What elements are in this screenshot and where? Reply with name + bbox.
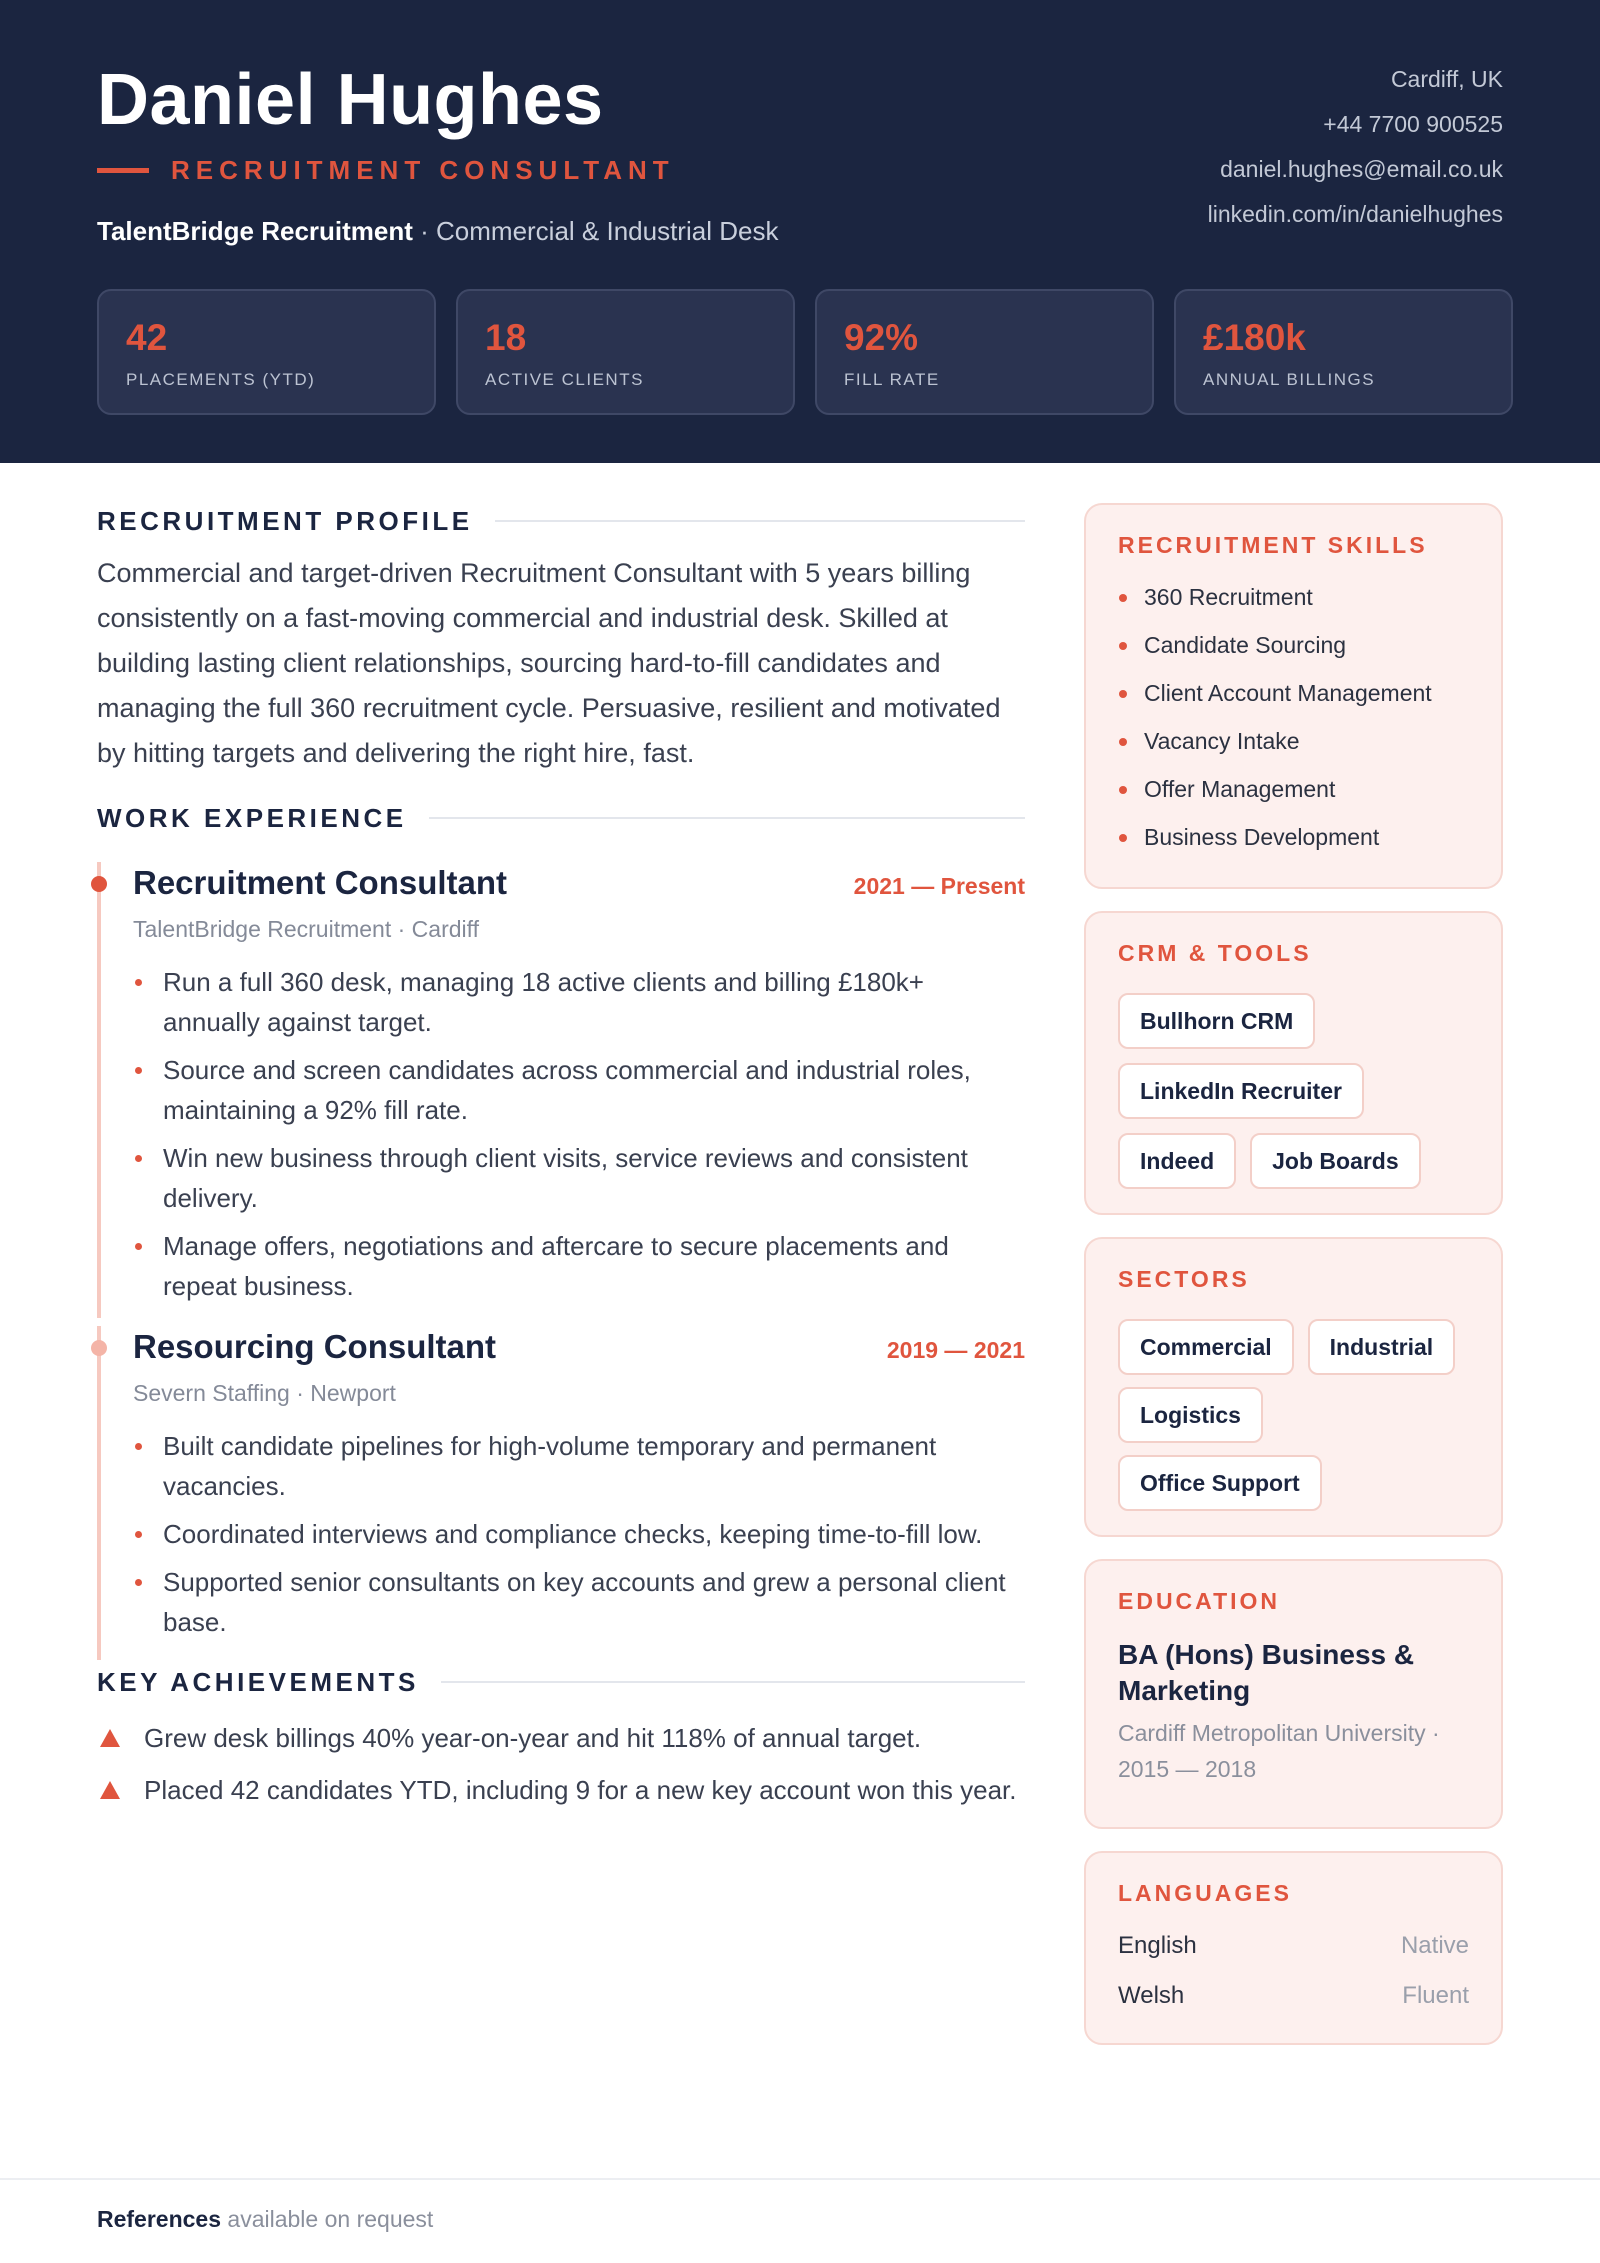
job-role: Resourcing Consultant bbox=[133, 1328, 497, 1365]
job-dates: 2021 — Present bbox=[853, 873, 1025, 899]
tools-card bbox=[1084, 911, 1503, 1215]
stat-label: ANNUAL BILLINGS bbox=[1203, 370, 1376, 389]
section-heading-text: WORK EXPERIENCE bbox=[97, 803, 407, 833]
list-item: Offer Management bbox=[1118, 765, 1469, 813]
job-entry bbox=[97, 862, 1025, 1306]
list-item: 360 Recruitment bbox=[1118, 573, 1469, 621]
card-title: RECRUITMENT SKILLS bbox=[1118, 532, 1428, 558]
education-school: Cardiff Metropolitan University · 2015 — 2018 bbox=[1118, 1720, 1440, 1782]
current-company: TalentBridge Recruitment bbox=[97, 216, 413, 246]
tag: Job Boards bbox=[1250, 1133, 1421, 1189]
languages-list bbox=[1118, 1921, 1469, 2021]
job-dates: 2019 — 2021 bbox=[886, 1337, 1025, 1363]
list-item: Coordinated interviews and compliance checks, keeping time-to-fill low. bbox=[133, 1514, 1025, 1554]
skills-list bbox=[1118, 573, 1469, 861]
list-item: Built candidate pipelines for high-volume temporary and permanent vacancies. bbox=[133, 1426, 1025, 1506]
card-title: CRM & TOOLS bbox=[1118, 940, 1312, 966]
job-title: RECRUITMENT CONSULTANT bbox=[171, 155, 675, 185]
contact-linkedin[interactable]: linkedin.com/in/danielhughes bbox=[1207, 201, 1503, 227]
timeline-line bbox=[97, 1326, 101, 1660]
education-degree: BA (Hons) Business & Marketing bbox=[1118, 1639, 1415, 1706]
triangle-icon bbox=[100, 1729, 120, 1747]
list-item: Candidate Sourcing bbox=[1118, 621, 1469, 669]
language-row bbox=[1118, 1921, 1469, 1971]
job-organisation: TalentBridge Recruitment · Cardiff bbox=[133, 916, 479, 942]
section-rule bbox=[495, 520, 1025, 522]
stat-card bbox=[456, 289, 795, 415]
list-item: Source and screen candidates across commercial and industrial roles, maintaining a 92% fill rate. bbox=[133, 1050, 1025, 1130]
candidate-name: Daniel Hughes bbox=[97, 60, 604, 140]
stat-label: PLACEMENTS (YTD) bbox=[126, 370, 316, 389]
achievements-list bbox=[97, 1718, 1025, 1810]
tag: Commercial bbox=[1118, 1319, 1294, 1375]
achievement-text: Placed 42 candidates YTD, including 9 for a new key account won this year. bbox=[144, 1775, 1017, 1805]
contact-email[interactable]: daniel.hughes@email.co.uk bbox=[1220, 156, 1503, 182]
tag: Industrial bbox=[1308, 1319, 1456, 1375]
title-accent-bar bbox=[97, 168, 149, 173]
timeline-dot bbox=[91, 1340, 107, 1356]
stat-value: 92% bbox=[844, 317, 919, 358]
list-item: Run a full 360 desk, managing 18 active clients and billing £180k+ annually against target. bbox=[133, 962, 1025, 1042]
sector-tags bbox=[1118, 1319, 1469, 1511]
section-heading-text: RECRUITMENT PROFILE bbox=[97, 506, 473, 536]
tag: Office Support bbox=[1118, 1455, 1322, 1511]
language-row bbox=[1118, 1971, 1469, 2021]
list-item: Manage offers, negotiations and aftercare to secure placements and repeat business. bbox=[133, 1226, 1025, 1306]
tools-tags bbox=[1118, 993, 1469, 1189]
job-header bbox=[133, 862, 1025, 904]
stat-value: 42 bbox=[126, 317, 168, 358]
section-heading-text: KEY ACHIEVEMENTS bbox=[97, 1667, 419, 1697]
tag-row bbox=[1118, 1133, 1421, 1189]
card-title: EDUCATION bbox=[1118, 1588, 1281, 1614]
timeline-dot bbox=[91, 876, 107, 892]
list-item: Vacancy Intake bbox=[1118, 717, 1469, 765]
languages-card bbox=[1084, 1851, 1503, 2045]
list-item: Win new business through client visits, service reviews and consistent delivery. bbox=[133, 1138, 1025, 1218]
skills-card bbox=[1084, 503, 1503, 889]
language-level: Fluent bbox=[1402, 1982, 1469, 2009]
list-item bbox=[97, 1770, 1025, 1810]
card-title: SECTORS bbox=[1118, 1266, 1250, 1292]
stat-value: £180k bbox=[1203, 317, 1306, 358]
job-header bbox=[133, 1326, 1025, 1368]
tag: Logistics bbox=[1118, 1387, 1263, 1443]
list-item: Client Account Management bbox=[1118, 669, 1469, 717]
contact-block bbox=[1208, 64, 1503, 244]
job-role: Recruitment Consultant bbox=[133, 864, 508, 901]
contact-location: Cardiff, UK bbox=[1390, 66, 1503, 92]
section-rule bbox=[441, 1681, 1025, 1683]
section-heading-achievements bbox=[97, 1666, 1025, 1698]
main-column bbox=[97, 463, 1025, 1822]
current-desk: · Commercial & Industrial Desk bbox=[412, 216, 779, 246]
footer-rest: available on request bbox=[221, 2206, 434, 2232]
sidebar bbox=[1084, 503, 1503, 2067]
language-name: Welsh bbox=[1118, 1982, 1185, 2009]
experience-timeline bbox=[97, 862, 1025, 1642]
list-item: Business Development bbox=[1118, 813, 1469, 861]
job-title-row bbox=[97, 154, 675, 186]
sectors-card bbox=[1084, 1237, 1503, 1537]
language-name: English bbox=[1118, 1932, 1197, 1959]
list-item bbox=[97, 1718, 1025, 1758]
footer-divider bbox=[0, 2178, 1600, 2180]
job-bullets bbox=[133, 1426, 1025, 1642]
company-line bbox=[97, 214, 778, 248]
section-rule bbox=[429, 817, 1025, 819]
card-title: LANGUAGES bbox=[1118, 1880, 1292, 1906]
triangle-icon bbox=[100, 1781, 120, 1799]
achievement-text: Grew desk billings 40% year-on-year and hit 118% of annual target. bbox=[144, 1723, 922, 1753]
job-entry bbox=[97, 1326, 1025, 1642]
contact-phone[interactable]: +44 7700 900525 bbox=[1323, 111, 1503, 137]
timeline-line bbox=[97, 862, 101, 1318]
stats-row bbox=[97, 289, 1513, 415]
tag: Indeed bbox=[1118, 1133, 1236, 1189]
stat-card bbox=[1174, 289, 1513, 415]
section-heading-profile bbox=[97, 505, 1025, 537]
job-organisation: Severn Staffing · Newport bbox=[133, 1380, 396, 1406]
tag-row bbox=[1118, 1319, 1455, 1375]
language-level: Native bbox=[1400, 1932, 1469, 1959]
list-item: Supported senior consultants on key accounts and grew a personal client base. bbox=[133, 1562, 1025, 1642]
tag: LinkedIn Recruiter bbox=[1118, 1063, 1364, 1119]
section-heading-experience bbox=[97, 802, 1025, 834]
stat-label: ACTIVE CLIENTS bbox=[485, 370, 644, 389]
footer-bold: References bbox=[97, 2206, 222, 2232]
resume-header bbox=[0, 0, 1600, 463]
stat-card bbox=[97, 289, 436, 415]
profile-summary: Commercial and target-driven Recruitment Consultant with 5 years billing consistently on a fast-moving commercial and industrial desk. Skilled at building lasting client relationships, sourcing hard-to-fill candidates and managing the full 360 recruitment cycle. Persuasive, resilient and motivated by hitting targets and delivering the right hire, fast. bbox=[97, 558, 1001, 768]
education-card bbox=[1084, 1559, 1503, 1829]
footer-note bbox=[97, 2204, 433, 2234]
stat-card bbox=[815, 289, 1154, 415]
job-bullets bbox=[133, 962, 1025, 1306]
stat-label: FILL RATE bbox=[844, 370, 940, 389]
stat-value: 18 bbox=[485, 317, 527, 358]
tag: Bullhorn CRM bbox=[1118, 993, 1315, 1049]
